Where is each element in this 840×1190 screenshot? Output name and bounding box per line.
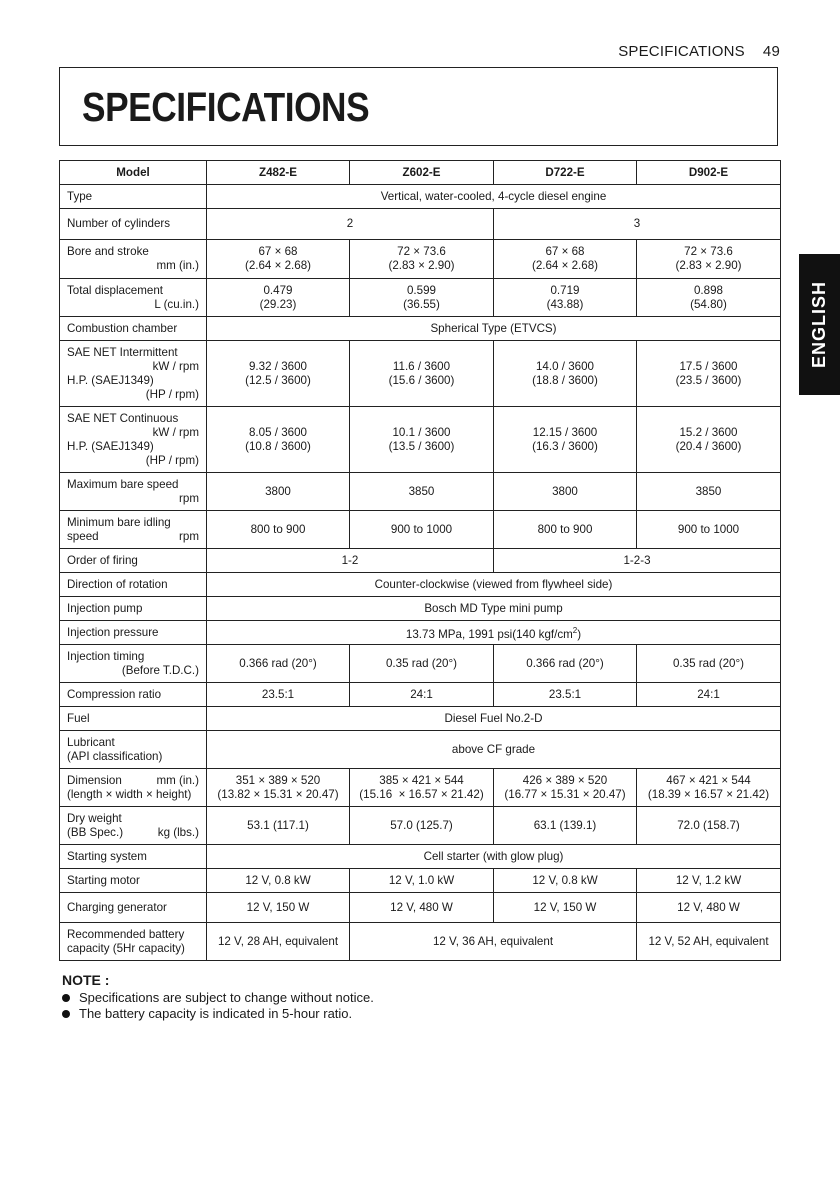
row-label: Injection pressure xyxy=(60,621,207,645)
page-header xyxy=(618,43,780,60)
table-row xyxy=(60,240,781,279)
cell-value xyxy=(350,240,494,279)
cell-value: 0.366 rad (20°) xyxy=(207,645,350,683)
row-label xyxy=(60,511,207,549)
row-label xyxy=(60,279,207,317)
label-line: SAE NET Intermittent xyxy=(67,345,178,359)
cell-value: 12 V, 480 W xyxy=(350,893,494,923)
label-line: (API classification) xyxy=(67,749,163,763)
cell-value xyxy=(207,341,350,407)
row-label xyxy=(60,341,207,407)
value-text: ) xyxy=(577,627,582,641)
note-item xyxy=(62,990,374,1006)
cell-value: 12 V, 480 W xyxy=(637,893,781,923)
label-line: Total displacement xyxy=(67,283,164,297)
cell-value: 72.0 (158.7) xyxy=(637,807,781,845)
table-row xyxy=(60,185,781,209)
row-label xyxy=(60,731,207,769)
value-line: (54.80) xyxy=(690,297,727,311)
cell-value: 24:1 xyxy=(350,683,494,707)
row-label: Starting motor xyxy=(60,869,207,893)
value-line: (13.5 / 3600) xyxy=(388,439,455,453)
cell-value: 2 xyxy=(207,209,494,240)
value-line: (20.4 / 3600) xyxy=(675,439,742,453)
label-line: H.P. (SAEJ1349) xyxy=(67,439,154,453)
label-line: (length × width × height) xyxy=(67,787,192,801)
row-label xyxy=(60,473,207,511)
table-row xyxy=(60,731,781,769)
value-line: (16.3 / 3600) xyxy=(532,439,598,453)
table-row xyxy=(60,869,781,893)
cell-value xyxy=(637,240,781,279)
value-line: 0.898 xyxy=(693,283,723,297)
value-line: 12.15 / 3600 xyxy=(532,425,598,439)
value-line: (13.82 × 15.31 × 20.47) xyxy=(217,787,339,801)
row-label: Injection pump xyxy=(60,597,207,621)
value-line: (15.6 / 3600) xyxy=(388,373,455,387)
title-box xyxy=(59,67,778,146)
cell-value: 3 xyxy=(494,209,781,240)
label-line: Minimum bare idling xyxy=(67,515,171,529)
cell-value: 3800 xyxy=(207,473,350,511)
value-text: 13.73 MPa, 1991 psi(140 kgf/cm xyxy=(405,627,573,641)
cell-value xyxy=(494,769,637,807)
cell-value: Bosch MD Type mini pump xyxy=(207,597,781,621)
note-text: The battery capacity is indicated in 5-hour ratio. xyxy=(79,1006,353,1021)
model-name: D902-E xyxy=(637,161,781,185)
value-line: (2.64 × 2.68) xyxy=(531,259,599,272)
table-row xyxy=(60,597,781,621)
label-line: H.P. (SAEJ1349) xyxy=(67,373,154,387)
cell-value: 12 V, 52 AH, equivalent xyxy=(637,923,781,961)
table-row xyxy=(60,645,781,683)
table-row xyxy=(60,769,781,807)
value-line: 72 × 73.6 xyxy=(397,245,446,258)
cell-value: 12 V, 28 AH, equivalent xyxy=(207,923,350,961)
value-line: 467 × 421 × 544 xyxy=(666,773,751,787)
value-line: 351 × 389 × 520 xyxy=(235,773,321,787)
label-line: Lubricant xyxy=(67,735,115,749)
value-line: 17.5 / 3600 xyxy=(679,359,738,373)
label-line: Maximum bare speed xyxy=(67,477,179,491)
table-row xyxy=(60,893,781,923)
cell-value: 1-2 xyxy=(207,549,494,573)
cell-value xyxy=(494,407,637,473)
label-unit: rpm xyxy=(179,491,199,505)
row-label xyxy=(60,240,207,279)
cell-value: Counter-clockwise (viewed from flywheel side) xyxy=(207,573,781,597)
label-unit: (HP / rpm) xyxy=(145,453,199,467)
label-unit: kW / rpm xyxy=(152,359,199,373)
table-row xyxy=(60,923,781,961)
cell-value xyxy=(637,341,781,407)
model-header: Model xyxy=(60,161,207,185)
table-row xyxy=(60,279,781,317)
label-unit: kg (lbs.) xyxy=(157,825,199,839)
cell-value: 900 to 1000 xyxy=(637,511,781,549)
note-section xyxy=(62,972,374,1022)
label-unit: mm (in.) xyxy=(156,773,199,787)
value-line: (16.77 × 15.31 × 20.47) xyxy=(504,787,626,801)
bullet-icon xyxy=(62,994,70,1002)
row-label: Starting system xyxy=(60,845,207,869)
cell-value: 53.1 (117.1) xyxy=(207,807,350,845)
label-line: capacity (5Hr capacity) xyxy=(67,941,185,955)
label-line: Injection timing xyxy=(67,649,145,663)
cell-value: 23.5:1 xyxy=(494,683,637,707)
label-line: Dimension xyxy=(67,773,122,787)
label-unit: kW / rpm xyxy=(152,425,199,439)
cell-value xyxy=(207,279,350,317)
cell-value: 3800 xyxy=(494,473,637,511)
value-line: (2.83 × 2.90) xyxy=(388,259,455,272)
page-number: 49 xyxy=(762,43,780,60)
table-row xyxy=(60,473,781,511)
table-row xyxy=(60,317,781,341)
table-row xyxy=(60,511,781,549)
value-line: (18.39 × 16.57 × 21.42) xyxy=(647,787,770,801)
value-line: 0.599 xyxy=(406,283,436,297)
table-row xyxy=(60,573,781,597)
cell-value: 63.1 (139.1) xyxy=(494,807,637,845)
table-row xyxy=(60,845,781,869)
value-line: 9.32 / 3600 xyxy=(248,359,308,373)
label-line: Dry weight xyxy=(67,811,122,825)
label-line: (BB Spec.) xyxy=(67,825,124,839)
value-line: (43.88) xyxy=(546,297,584,311)
label-line: speed xyxy=(67,529,99,543)
language-tab-label: ENGLISH xyxy=(809,280,830,369)
language-tab xyxy=(799,254,840,395)
row-label: Type xyxy=(60,185,207,209)
cell-value: 3850 xyxy=(637,473,781,511)
model-name: Z602-E xyxy=(350,161,494,185)
cell-value xyxy=(637,279,781,317)
cell-value xyxy=(350,407,494,473)
table-row xyxy=(60,549,781,573)
value-line: 67 × 68 xyxy=(258,245,298,258)
value-line: 10.1 / 3600 xyxy=(392,425,451,439)
table-header-row xyxy=(60,161,781,185)
row-label: Number of cylinders xyxy=(60,209,207,240)
table-row xyxy=(60,707,781,731)
table-row xyxy=(60,209,781,240)
row-label: Charging generator xyxy=(60,893,207,923)
cell-value: 12 V, 1.0 kW xyxy=(350,869,494,893)
row-label: Direction of rotation xyxy=(60,573,207,597)
row-label xyxy=(60,407,207,473)
cell-value: 800 to 900 xyxy=(207,511,350,549)
cell-value: Spherical Type (ETVCS) xyxy=(207,317,781,341)
value-line: (23.5 / 3600) xyxy=(675,373,742,387)
row-label xyxy=(60,923,207,961)
value-line: 11.6 / 3600 xyxy=(392,359,451,373)
cell-value: 800 to 900 xyxy=(494,511,637,549)
value-line: 14.0 / 3600 xyxy=(535,359,595,373)
cell-value xyxy=(207,769,350,807)
cell-value: 900 to 1000 xyxy=(350,511,494,549)
note-title: NOTE : xyxy=(62,972,110,988)
cell-value xyxy=(350,341,494,407)
bullet-icon xyxy=(62,1010,70,1018)
value-line: (2.64 × 2.68) xyxy=(244,259,312,272)
label-unit: mm (in.) xyxy=(156,259,199,272)
label-unit: (Before T.D.C.) xyxy=(121,663,199,677)
label-line: Bore and stroke xyxy=(67,245,149,258)
table-row xyxy=(60,407,781,473)
cell-value: 12 V, 150 W xyxy=(494,893,637,923)
value-line: (2.83 × 2.90) xyxy=(675,259,742,272)
cell-value: 23.5:1 xyxy=(207,683,350,707)
table-row xyxy=(60,807,781,845)
value-line: 15.2 / 3600 xyxy=(679,425,738,439)
label-line: Recommended battery xyxy=(67,927,185,941)
cell-value: Cell starter (with glow plug) xyxy=(207,845,781,869)
note-item xyxy=(62,1006,374,1022)
model-name: Z482-E xyxy=(207,161,350,185)
value-line: 0.719 xyxy=(550,283,580,297)
table-row xyxy=(60,683,781,707)
row-label xyxy=(60,645,207,683)
cell-value xyxy=(637,769,781,807)
cell-value: Vertical, water-cooled, 4-cycle diesel engine xyxy=(207,185,781,209)
label-unit: L (cu.in.) xyxy=(154,297,199,311)
model-name: D722-E xyxy=(494,161,637,185)
row-label xyxy=(60,769,207,807)
cell-value: above CF grade xyxy=(207,731,781,769)
value-line: 0.479 xyxy=(263,283,293,297)
value-line: 385 × 421 × 544 xyxy=(379,773,464,787)
cell-value: 12 V, 150 W xyxy=(207,893,350,923)
cell-value xyxy=(350,769,494,807)
value-line: 67 × 68 xyxy=(545,245,585,258)
cell-value: 1-2-3 xyxy=(494,549,781,573)
value-line: 72 × 73.6 xyxy=(684,245,733,258)
cell-value: Diesel Fuel No.2-D xyxy=(207,707,781,731)
cell-value xyxy=(207,240,350,279)
cell-value: 57.0 (125.7) xyxy=(350,807,494,845)
value-superscript: 2 xyxy=(572,625,578,635)
note-text: Specifications are subject to change without notice. xyxy=(79,990,374,1005)
table-row xyxy=(60,621,781,645)
row-label: Fuel xyxy=(60,707,207,731)
cell-value xyxy=(494,279,637,317)
page-title: SPECIFICATIONS xyxy=(82,84,370,130)
row-label: Compression ratio xyxy=(60,683,207,707)
value-line: (29.23) xyxy=(259,297,297,311)
cell-value: 3850 xyxy=(350,473,494,511)
value-line: 426 × 389 × 520 xyxy=(522,773,608,787)
cell-value: 0.35 rad (20°) xyxy=(350,645,494,683)
cell-value: 0.366 rad (20°) xyxy=(494,645,637,683)
cell-value: 12 V, 0.8 kW xyxy=(207,869,350,893)
cell-value: 12 V, 0.8 kW xyxy=(494,869,637,893)
label-line: SAE NET Continuous xyxy=(67,411,179,425)
value-line: (18.8 / 3600) xyxy=(532,373,598,387)
table-row xyxy=(60,341,781,407)
label-unit: (HP / rpm) xyxy=(145,387,199,401)
value-line: 8.05 / 3600 xyxy=(248,425,308,439)
cell-value: 0.35 rad (20°) xyxy=(637,645,781,683)
value-line: (10.8 / 3600) xyxy=(245,439,311,453)
cell-value xyxy=(207,407,350,473)
cell-value: 12 V, 1.2 kW xyxy=(637,869,781,893)
label-unit: rpm xyxy=(179,529,199,543)
cell-value xyxy=(637,407,781,473)
value-line: (15.16 × 16.57 × 21.42) xyxy=(359,787,484,801)
value-line: (12.5 / 3600) xyxy=(245,373,311,387)
header-section-title: SPECIFICATIONS xyxy=(618,43,745,60)
cell-value xyxy=(494,240,637,279)
cell-value xyxy=(494,341,637,407)
row-label xyxy=(60,807,207,845)
value-line: (36.55) xyxy=(403,297,440,311)
cell-value: 24:1 xyxy=(637,683,781,707)
row-label: Combustion chamber xyxy=(60,317,207,341)
cell-value xyxy=(207,621,781,645)
cell-value xyxy=(350,279,494,317)
specifications-table xyxy=(59,160,781,961)
cell-value: 12 V, 36 AH, equivalent xyxy=(350,923,637,961)
row-label: Order of firing xyxy=(60,549,207,573)
